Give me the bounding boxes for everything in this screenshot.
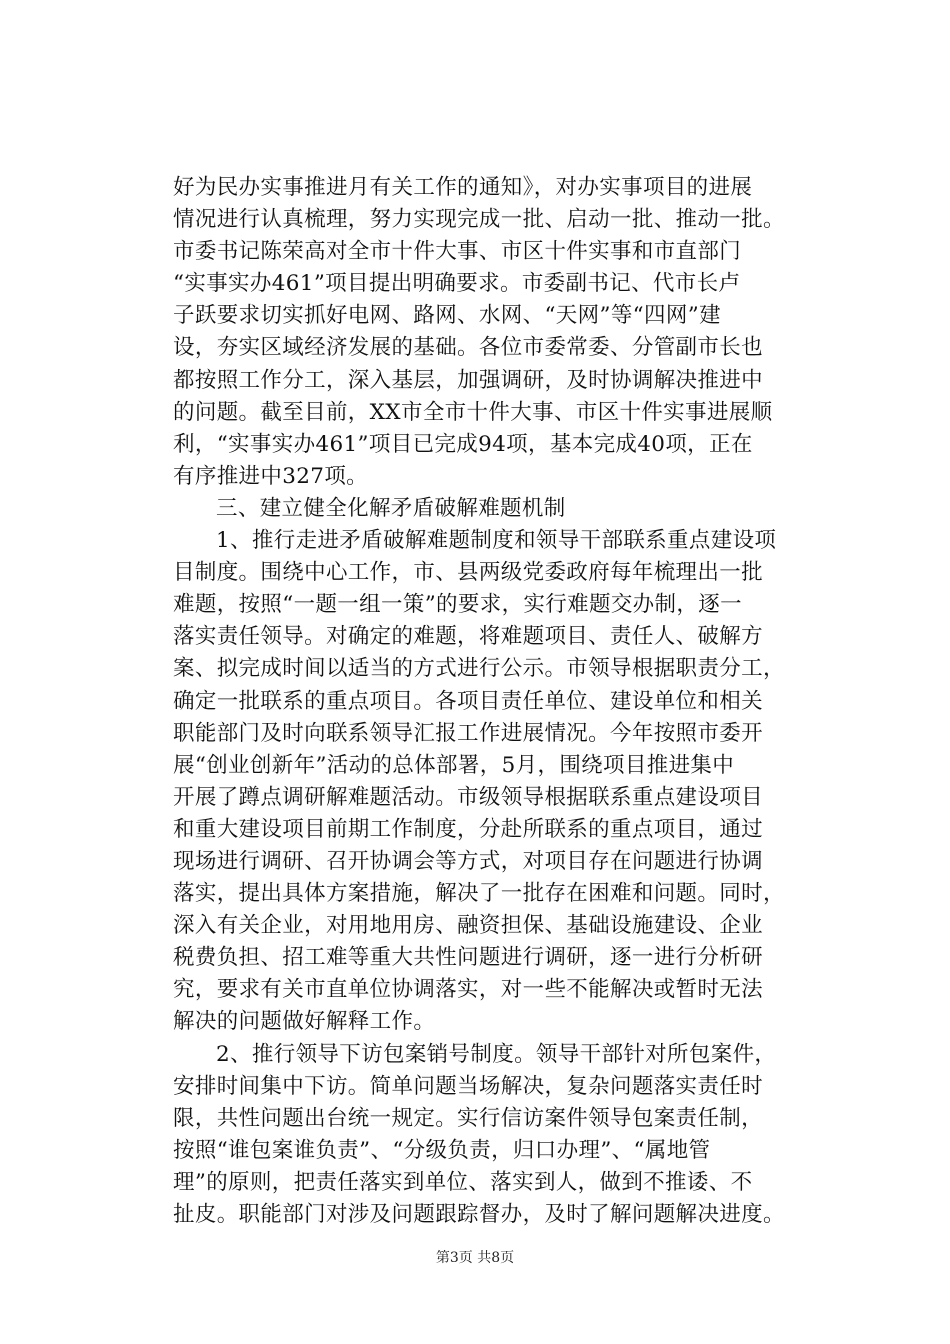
text-line: 有序推进中327项。 [173,463,369,489]
document-body [173,172,785,1231]
text-line: 三、建立健全化解矛盾破解难题机制 [216,495,566,521]
text-line: “实事实办461”项目提出明确要求。市委副书记、代市长卢 [173,271,741,297]
text-line: 展“创业创新年”活动的总体部署，5月，围绕项目推进集中 [173,752,735,778]
text-line: 难题，按照“一题一组一策”的要求，实行难题交办制，逐一 [173,592,742,618]
text-line: 和重大建设项目前期工作制度，分赴所联系的重点项目，通过 [173,816,763,842]
text-line: 扯皮。职能部门对涉及问题跟踪督办，及时了解问题解决进度。 [173,1202,785,1227]
text-line: 究，要求有关市直单位协调落实，对一些不能解决或暂时无法 [173,977,763,1003]
text-line: 设，夯实区域经济发展的基础。各位市委常委、分管副市长也 [173,335,763,361]
text-line: 市委书记陈荣高对全市十件大事、市区十件实事和市直部门 [173,239,742,265]
text-line: 都按照工作分工，深入基层，加强调研，及时协调解决推进中 [173,367,763,393]
text-line: 落实，提出具体方案措施，解决了一批存在困难和问题。同时， [173,881,785,907]
text-line: 案、拟完成时间以适当的方式进行公示。市领导根据职责分工， [173,656,785,682]
text-line: 税费负担、招工难等重大共性问题进行调研，逐一进行分析研 [173,945,763,971]
text-line: 情况进行认真梳理，努力实现完成一批、启动一批、推动一批。 [173,207,785,233]
text-line: 深入有关企业，对用地用房、融资担保、基础设施建设、企业 [173,913,763,939]
text-line: 目制度。围绕中心工作，市、县两级党委政府每年梳理出一批 [173,560,763,586]
text-line: 利，“实事实办461”项目已完成94项，基本完成40项，正在 [173,431,753,457]
text-line: 开展了蹲点调研解难题活动。市级领导根据联系重点建设项目 [173,784,763,810]
text-line: 解决的问题做好解释工作。 [173,1009,436,1035]
text-line: 理”的原则，把责任落实到单位、落实到人，做到不推诿、不 [173,1169,753,1195]
text-line: 现场进行调研、召开协调会等方式，对项目存在问题进行协调 [173,848,763,874]
text-line: 好为民办实事推进月有关工作的通知》，对办实事项目的进展 [173,175,753,200]
page-footer: 第3页 共8页 [435,1250,515,1266]
text-line: 确定一批联系的重点项目。各项目责任单位、建设单位和相关 [173,688,763,714]
text-line: 职能部门及时向联系领导汇报工作进展情况。今年按照市委开 [173,720,763,746]
text-line: 子跃要求切实抓好电网、路网、水网、“天网”等“四网”建 [173,303,721,329]
text-line: 按照“谁包案谁负责”、“分级负责，归口办理”、“属地管 [173,1137,711,1163]
text-line: 安排时间集中下访。简单问题当场解决，复杂问题落实责任时 [173,1073,763,1099]
text-line: 的问题。截至目前，XX市全市十件大事、市区十件实事进展顺 [173,399,773,425]
text-line: 限，共性问题出台统一规定。实行信访案件领导包案责任制， [173,1105,763,1131]
text-line: 1、推行走进矛盾破解难题制度和领导干部联系重点建设项 [216,528,777,554]
text-line: 落实责任领导。对确定的难题，将难题项目、责任人、破解方 [173,624,763,650]
text-line: 2、推行领导下访包案销号制度。领导干部针对所包案件， [216,1041,777,1067]
